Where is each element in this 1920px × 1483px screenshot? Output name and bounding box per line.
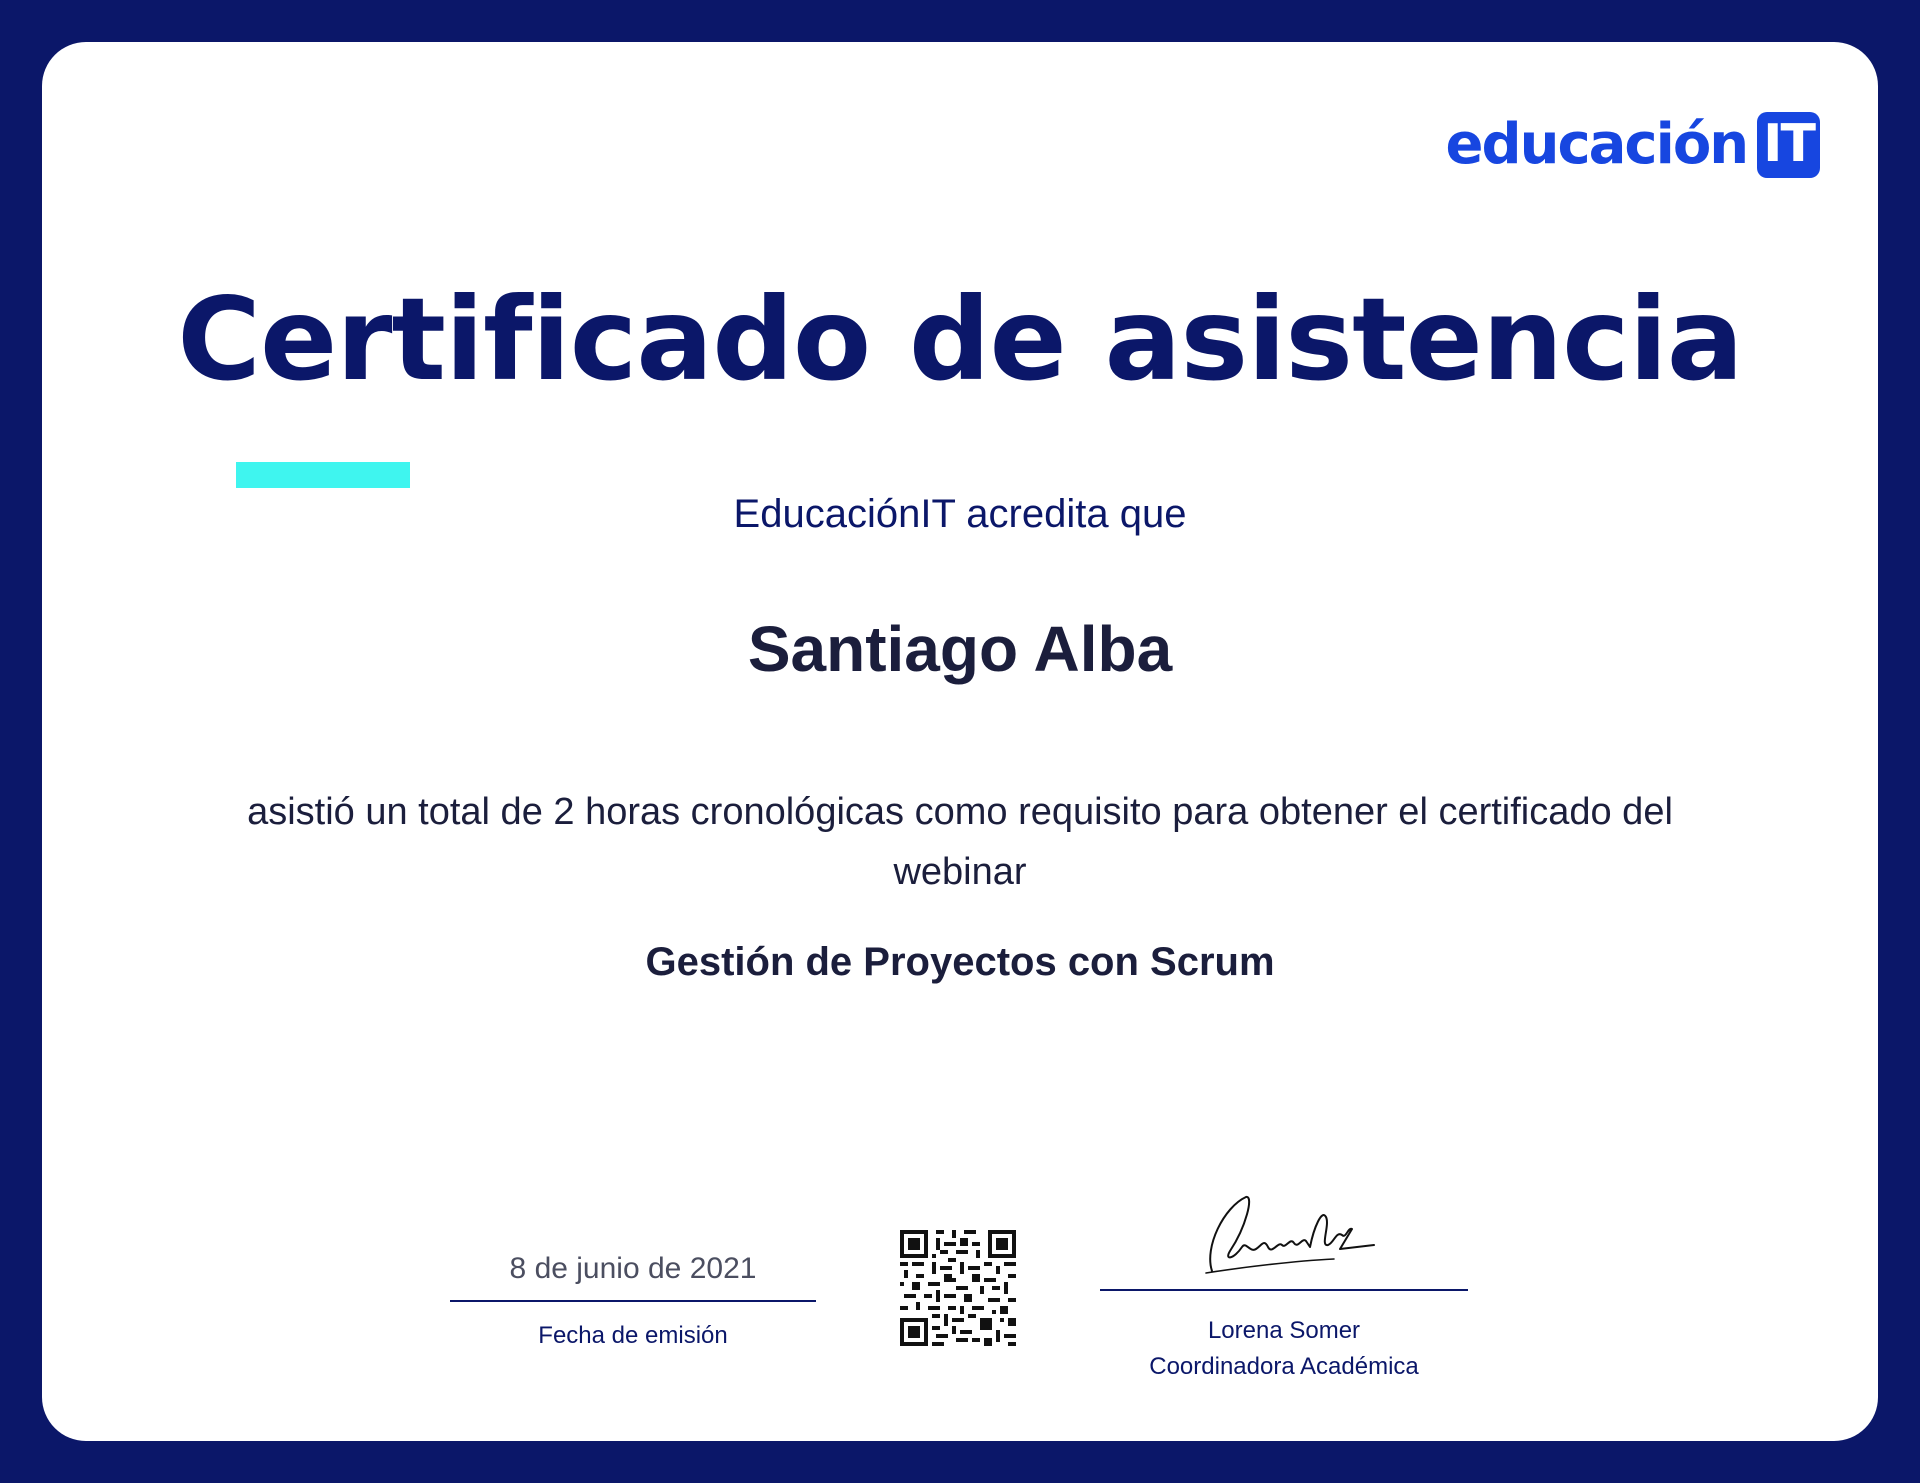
logo-wordmark: educación bbox=[1445, 112, 1748, 177]
accreditation-text: EducaciónIT acredita que bbox=[733, 492, 1187, 536]
accent-bar bbox=[236, 462, 410, 488]
course-name: Gestión de Proyectos con Scrum bbox=[645, 940, 1275, 984]
signer-role: Coordinadora Académica bbox=[1149, 1353, 1419, 1380]
certificate-title: Certificado de asistencia bbox=[177, 273, 1743, 406]
signer-name: Lorena Somer bbox=[1207, 1317, 1361, 1344]
signature-line bbox=[1100, 1289, 1468, 1291]
educacionit-logo bbox=[1446, 112, 1820, 178]
certificate-card bbox=[42, 42, 1878, 1441]
recipient-name: Santiago Alba bbox=[747, 613, 1173, 685]
logo-badge: IT bbox=[1757, 112, 1820, 178]
issue-date-block bbox=[450, 1252, 816, 1350]
signature-graphic bbox=[1184, 1187, 1384, 1283]
signature-block bbox=[1100, 1187, 1468, 1385]
issue-date: 8 de junio de 2021 bbox=[450, 1252, 816, 1302]
issue-date-label: Fecha de emisión bbox=[538, 1322, 728, 1349]
qr-code-icon bbox=[900, 1230, 1016, 1346]
attendance-description: asistió un total de 2 horas cronológicas como requisito para obtener el certificado del webinar bbox=[247, 791, 1673, 893]
